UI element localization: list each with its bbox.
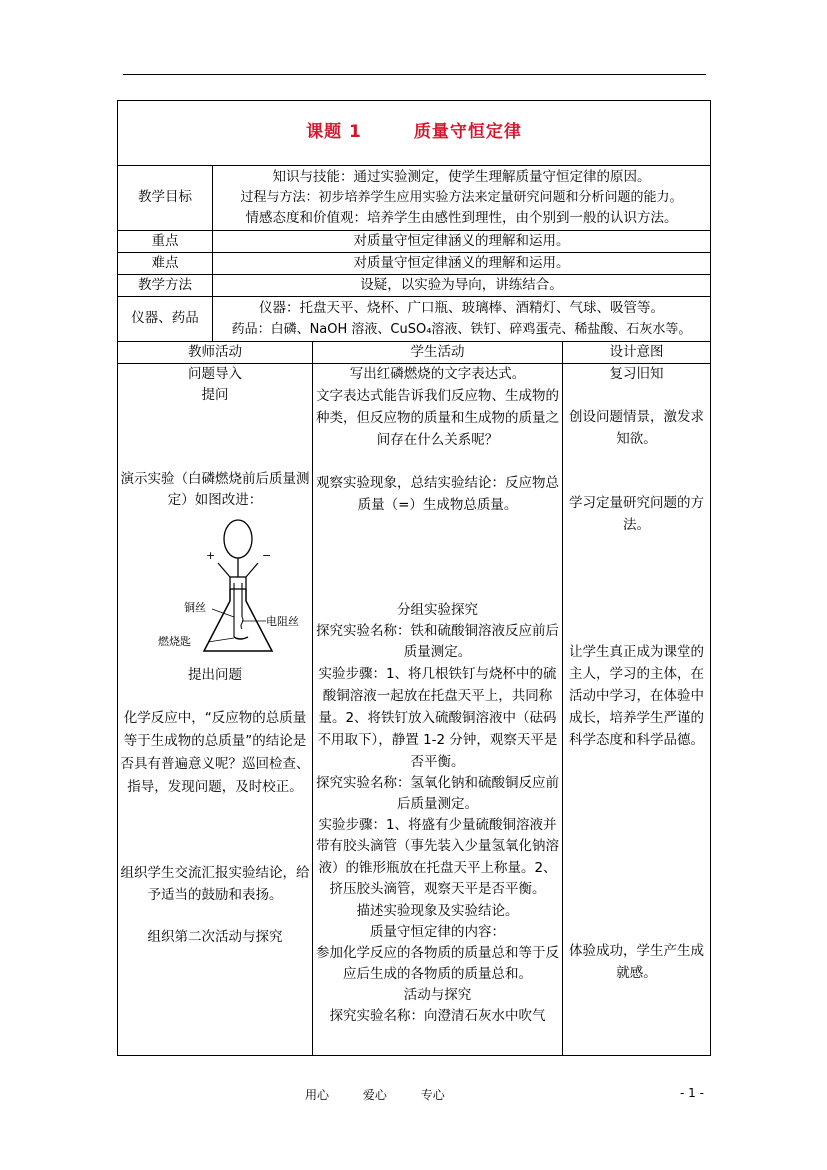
column-header-design: 设计意图 [563,341,711,363]
student-experiment-2-name: 探究实验名称：氢氧化钠和硫酸铜反应前后质量测定。 [316,774,559,812]
header-rule [123,74,706,75]
student-law-heading: 质量守恒定律的内容： [370,923,505,940]
design-success: 体验成功，学生产生成就感。 [569,942,704,981]
student-activity-heading: 活动与探究 [403,986,472,1003]
design-scenario: 创设问题情景，激发求知欲。 [569,408,704,447]
resistance-wire-label: 电阻丝 [266,614,299,628]
design-review: 复习旧知 [609,365,664,382]
design-intent-cell [563,363,711,1055]
teacher-demo: 演示实验（白磷燃烧前后质量测定）如图改进： [120,470,310,508]
objective-attitude: 情感态度和价值观：培养学生由感性到理性，由个别到一般的认识方法。 [245,210,678,226]
lesson-title [306,122,522,142]
footer-word-1: 用心 [305,1088,330,1102]
student-describe: 描述实验现象及实验结论。 [356,902,519,919]
objective-process: 过程与方法：初步培养学生应用实验方法来定量研究问题和分析问题的能力。 [240,189,683,205]
teacher-summary: 组织学生交流汇报实验结论，给予适当的鼓励和表扬。 [120,864,310,903]
student-write-equation: 写出红磷燃烧的文字表达式。 [349,365,526,382]
student-experiment-2-steps: 实验步骤：1、将盛有少量硫酸铜溶液并带有胶头滴管（事先装入少量氢氧化钠溶液）的锥形瓶放在托盘天平上称量。2、挤压胶头滴管，观察天平是否平衡。 [316,816,559,897]
copper-wire-label: 铜丝 [184,600,206,614]
materials-content [213,296,711,341]
student-question: 文字表达式能告诉我们反应物、生成物的种类，但反应物的质量和生成物的质量之间存在什么关系呢？ [316,387,559,448]
materials-label: 仪器、药品 [118,296,213,341]
plus-terminal-label: + [206,548,216,562]
student-law-content: 参加化学反应的各物质的质量总和等于反应后生成的各物质的质量总和。 [316,944,559,982]
student-experiment-1-name: 探究实验名称：铁和硫酸铜溶液反应前后质量测定。 [316,622,559,660]
combustion-spoon-label: 燃烧匙 [158,634,191,648]
instruments-line: 仪器：托盘天平、烧杯、广口瓶、玻璃棒、酒精灯、气球、吸管等。 [259,299,664,316]
footer-word-3: 专心 [420,1088,445,1102]
key-point-value: 对质量守恒定律涵义的理解和运用。 [213,230,711,252]
chemicals-line: 药品：白磷、NaOH 溶液、CuSO₄溶液、铁钉、碎鸡蛋壳、稀盐酸、石灰水等。 [231,321,692,337]
student-experiment-1-steps: 实验步骤：1、将几根铁钉与烧杯中的硫酸铜溶液一起放在托盘天平上，共同称量。2、将铁钉放入硫酸铜溶液中（砝码不用取下），静置 1-2 分钟，观察天平是否平衡。 [317,665,558,770]
student-activity-cell [313,363,563,1055]
method-label: 教学方法 [118,274,213,296]
title-cell [118,101,711,166]
teacher-second-activity: 组织第二次活动与探究 [147,928,283,945]
key-point-label: 重点 [118,230,213,252]
column-header-student: 学生活动 [313,341,563,363]
apparatus-diagram [138,517,308,659]
teacher-intro: 问题导入 [188,365,242,382]
column-header-teacher: 教师活动 [118,341,313,363]
minus-terminal-label: − [262,548,272,562]
lesson-plan-table [117,100,711,1056]
teacher-ask: 提问 [201,386,229,403]
difficulty-label: 难点 [118,252,213,274]
difficulty-value: 对质量守恒定律涵义的理解和运用。 [213,252,711,274]
footer-motto [305,1086,475,1103]
student-group-experiment: 分组实验探究 [397,601,478,618]
student-observe: 观察实验现象，总结实验结论：反应物总质量（=）生成物总质量。 [316,474,559,513]
design-student-centered: 让学生真正成为课堂的主人，学习的主体，在活动中学习，在体验中成长，培养学生严谨的科学态度和科学品德。 [569,643,704,748]
objective-knowledge: 知识与技能：通过实验测定，使学生理解质量守恒定律的原因。 [272,169,651,185]
student-experiment-3-name: 探究实验名称：向澄清石灰水中吹气 [329,1007,546,1024]
objectives-content [213,166,711,231]
objectives-label: 教学目标 [118,166,213,231]
teacher-activity-cell [118,363,313,1055]
design-quantitative: 学习定量研究问题的方法。 [569,494,704,533]
lesson-topic: 质量守恒定律 [413,122,522,142]
teacher-question: 化学反应中，“反应物的总质量等于生成物的总质量”的结论是否具有普遍意义呢？巡回检查、指导，发现问题，及时校正。 [120,709,310,795]
footer-word-2: 爱心 [362,1088,387,1102]
method-value: 设疑，以实验为导向，讲练结合。 [213,274,711,296]
lesson-number: 课题 1 [306,122,362,142]
teacher-raise-question: 提出问题 [188,666,242,683]
page-number: - 1 - [680,1086,704,1100]
